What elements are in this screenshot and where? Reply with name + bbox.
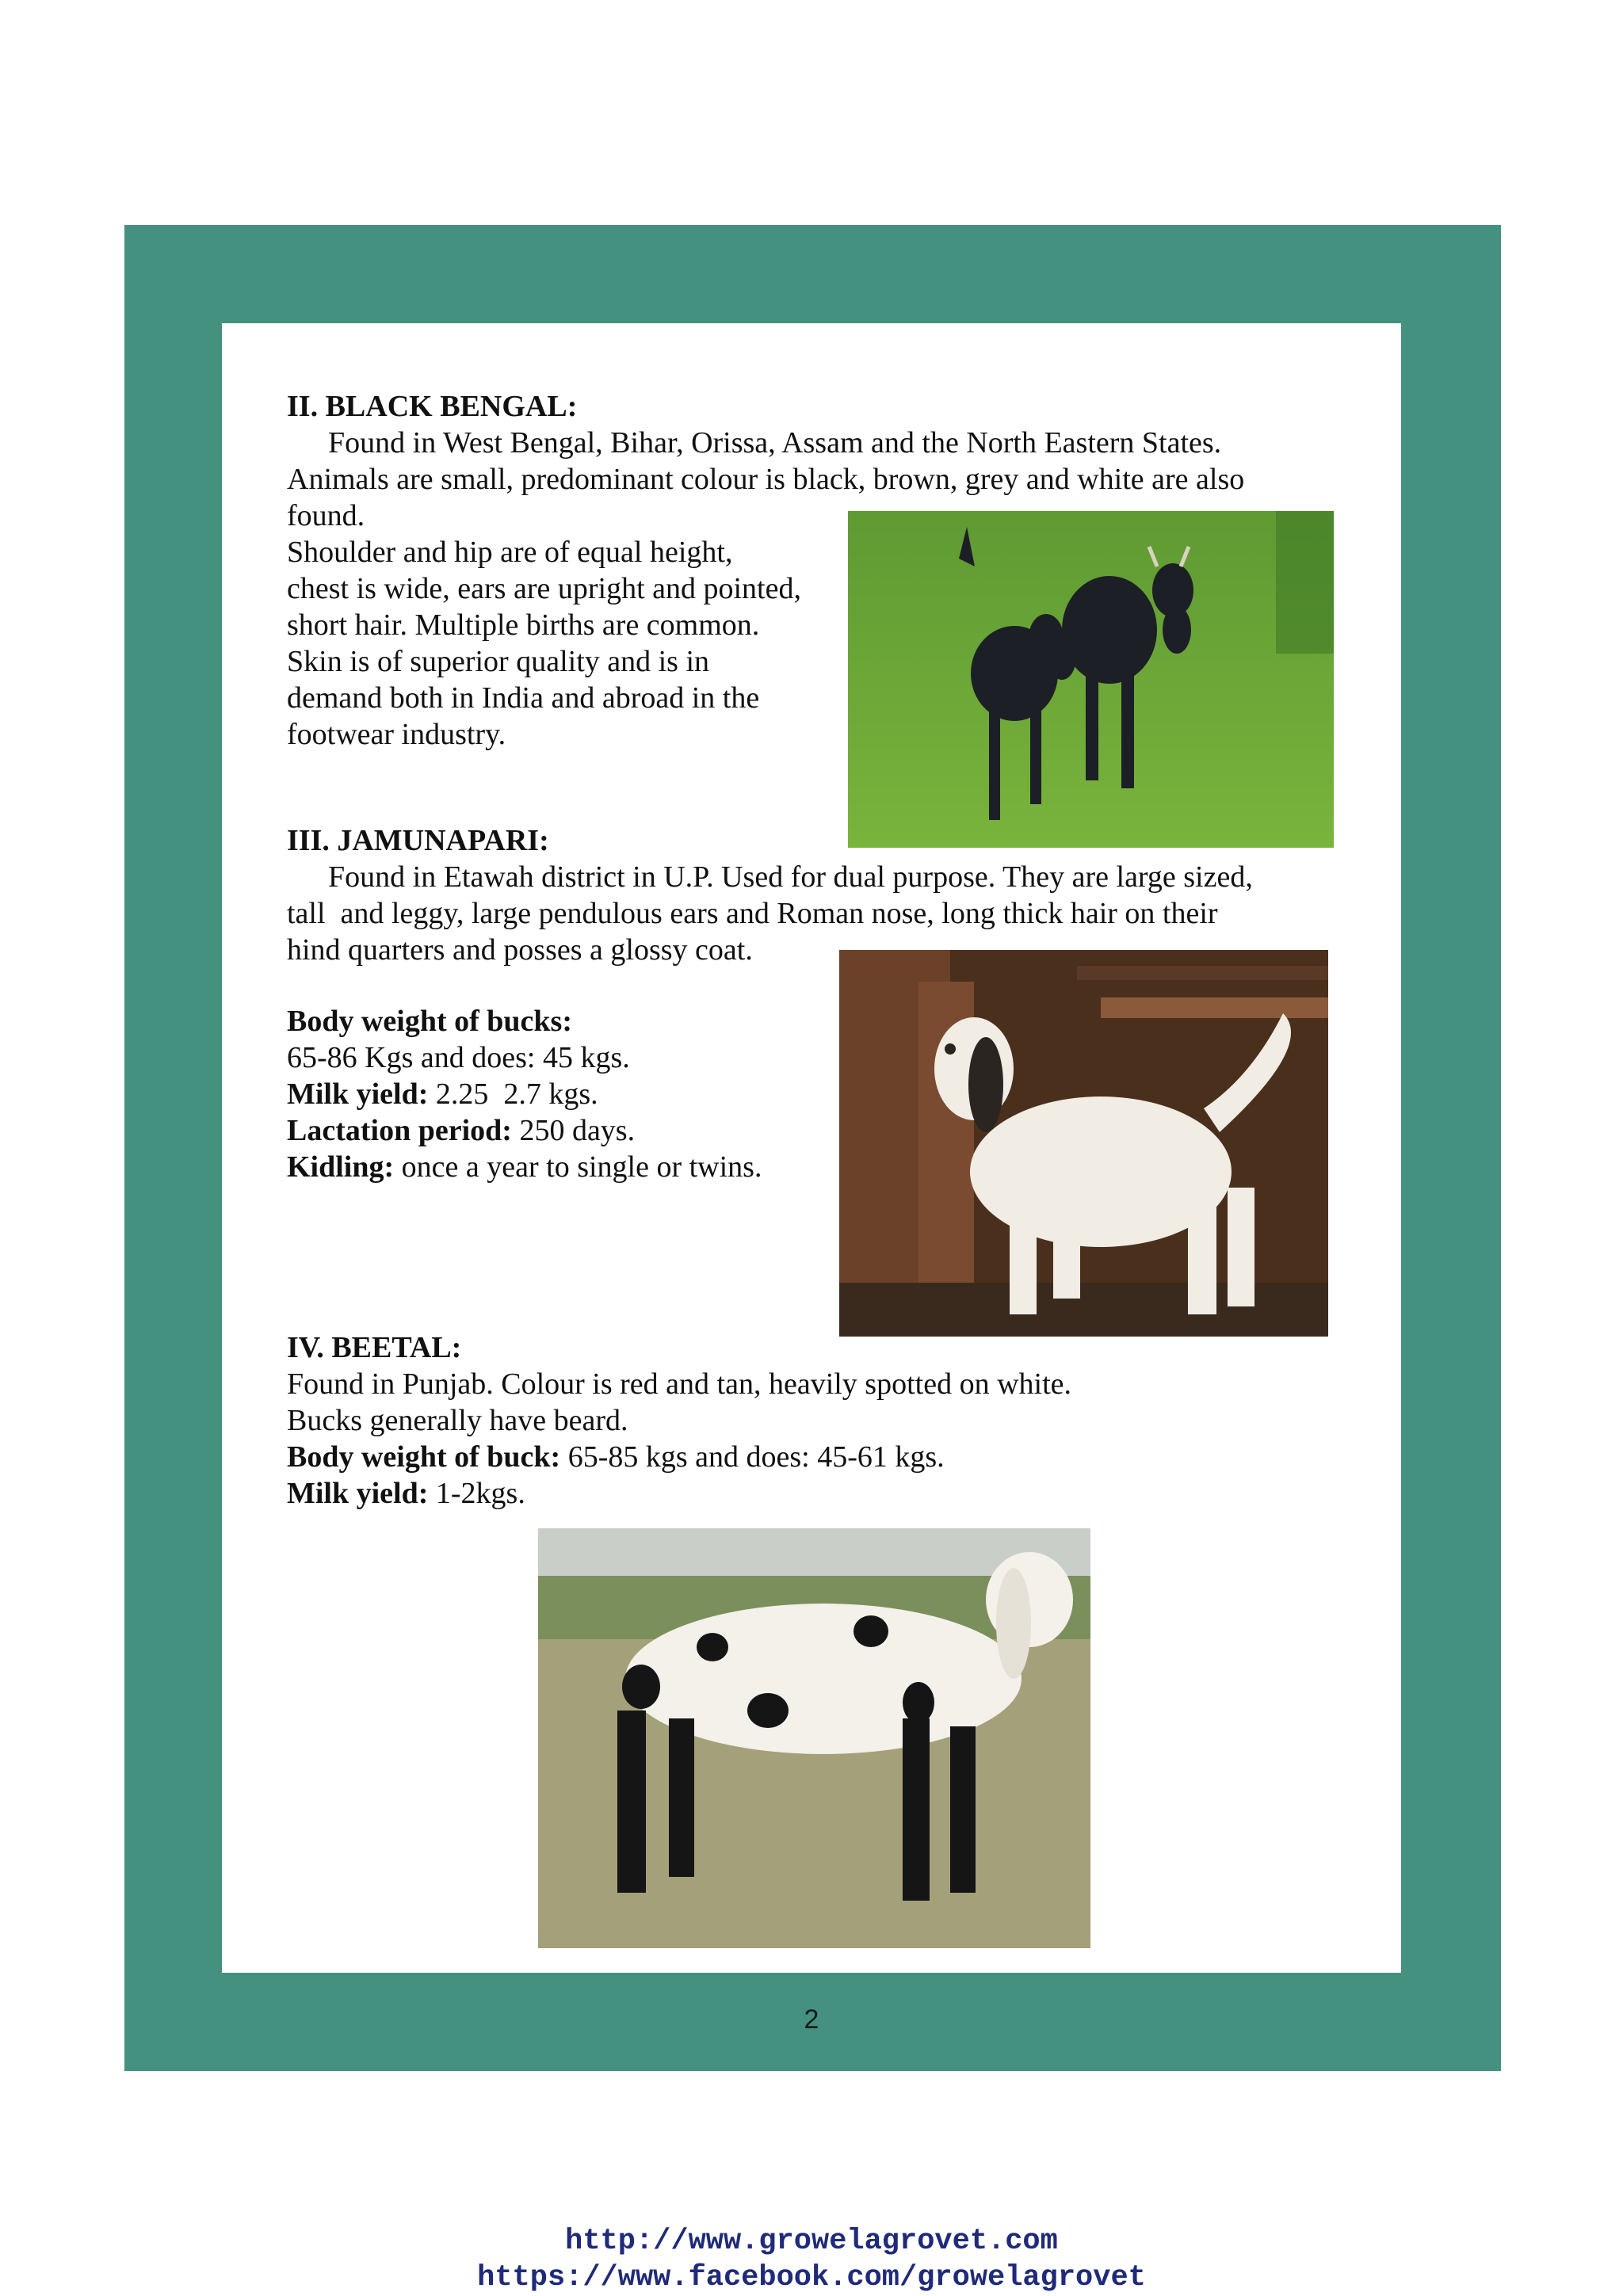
- jamunapari-goat-photo: [839, 950, 1328, 1337]
- facebook-link[interactable]: https://www.facebook.com/growelagrovet: [477, 2261, 1146, 2294]
- jamunapari-milk-yield: Milk yield: 2.25 2.7 kgs.: [287, 1077, 598, 1111]
- black-bengal-text-line: footwear industry.: [287, 718, 506, 751]
- beetal-text-line: Found in Punjab. Colour is red and tan, heavily spotted on white.: [287, 1367, 1072, 1401]
- black-bengal-text-line: demand both in India and abroad in the: [287, 681, 760, 715]
- black-bengal-text-line: Skin is of superior quality and is in: [287, 645, 710, 678]
- black-bengal-text-line: Shoulder and hip are of equal height,: [287, 536, 733, 569]
- jamunapari-text-line: Found in Etawah district in U.P. Used for dual purpose. They are large sized,: [328, 860, 1253, 894]
- black-bengal-text-line: short hair. Multiple births are common.: [287, 608, 760, 642]
- black-bengal-text-line: chest is wide, ears are upright and pointed,: [287, 572, 801, 605]
- beetal-body-weight: Body weight of buck: 65-85 kgs and does: 45-61 kgs.: [287, 1440, 945, 1474]
- jamunapari-kidling: Kidling: once a year to single or twins.: [287, 1150, 762, 1184]
- website-link[interactable]: http://www.growelagrovet.com: [565, 2225, 1058, 2258]
- black-bengal-text-line: found.: [287, 499, 365, 532]
- jamunapari-text-line: tall and leggy, large pendulous ears and Roman nose, long thick hair on their: [287, 897, 1218, 930]
- beetal-text-line: Bucks generally have beard.: [287, 1404, 628, 1437]
- jamunapari-body-weight-label: Body weight of bucks:: [287, 1005, 572, 1038]
- beetal-goat-photo: [538, 1528, 1090, 1948]
- black-bengal-goat-photo: [848, 511, 1334, 848]
- jamunapari-text-line: hind quarters and posses a glossy coat.: [287, 933, 753, 967]
- beetal-milk-yield: Milk yield: 1-2kgs.: [287, 1477, 525, 1510]
- footer-links: [0, 2223, 1623, 2296]
- jamunapari-body-weight-value: 65-86 Kgs and does: 45 kgs.: [287, 1041, 630, 1074]
- section-heading-beetal: IV. BEETAL:: [287, 1331, 462, 1364]
- jamunapari-lactation-period: Lactation period: 250 days.: [287, 1114, 636, 1147]
- section-heading-jamunapari: III. JAMUNAPARI:: [287, 824, 549, 857]
- black-bengal-text-line: Found in West Bengal, Bihar, Orissa, Assam and the North Eastern States.: [328, 426, 1222, 460]
- page-number: 2: [804, 2004, 819, 2035]
- section-heading-black-bengal: II. BLACK BENGAL:: [287, 390, 578, 423]
- black-bengal-text-line: Animals are small, predominant colour is black, brown, grey and white are also: [287, 463, 1245, 496]
